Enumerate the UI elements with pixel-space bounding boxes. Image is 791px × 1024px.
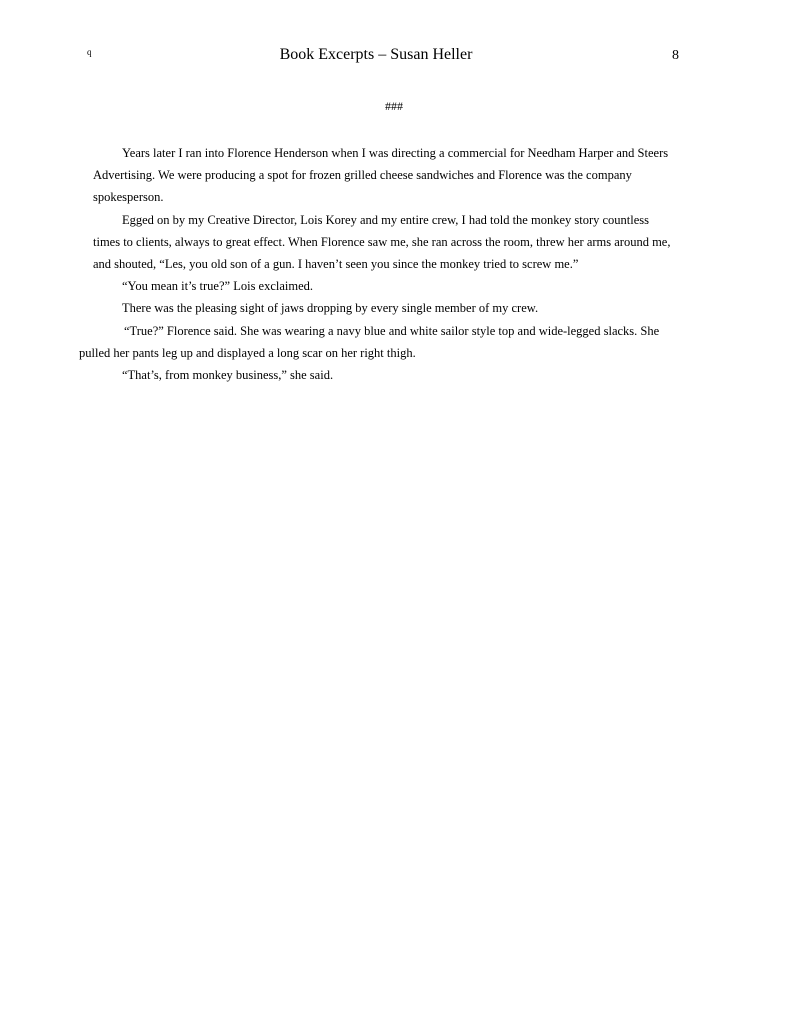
paragraph: Years later I ran into Florence Henderson when I was directing a commercial for Needham Harper and Steers Advertising. We were producing a spot for frozen grilled cheese sandwiches and Florence was the company spokesperson. <box>93 146 669 205</box>
paragraph: “You mean it’s true?” Lois exclaimed. <box>122 279 314 294</box>
page-header-title: Book Excerpts – Susan Heller <box>279 46 473 63</box>
paragraph: “True?” Florence said. She was wearing a navy blue and white sailor style top and wide-legged slacks. She pulled her pants leg up and displayed a long scar on her right thigh. <box>79 323 660 360</box>
paragraph: Egged on by my Creative Director, Lois Korey and my entire crew, I had told the monkey story countless times to clients, always to great effect. When Florence saw me, she ran across the room, threw her arms around me, and shouted, “Les, you old son of a gun. I haven’t seen you since the monkey tried to screw me.” <box>93 212 671 272</box>
body-text <box>79 142 675 386</box>
page-number: 8 <box>672 48 679 63</box>
paragraph: “That’s, from monkey business,” she said. <box>122 368 334 383</box>
section-separator: ### <box>385 99 403 113</box>
paragraph: There was the pleasing sight of jaws dropping by every single member of my crew. <box>122 301 539 316</box>
corner-mark: q <box>87 47 92 57</box>
